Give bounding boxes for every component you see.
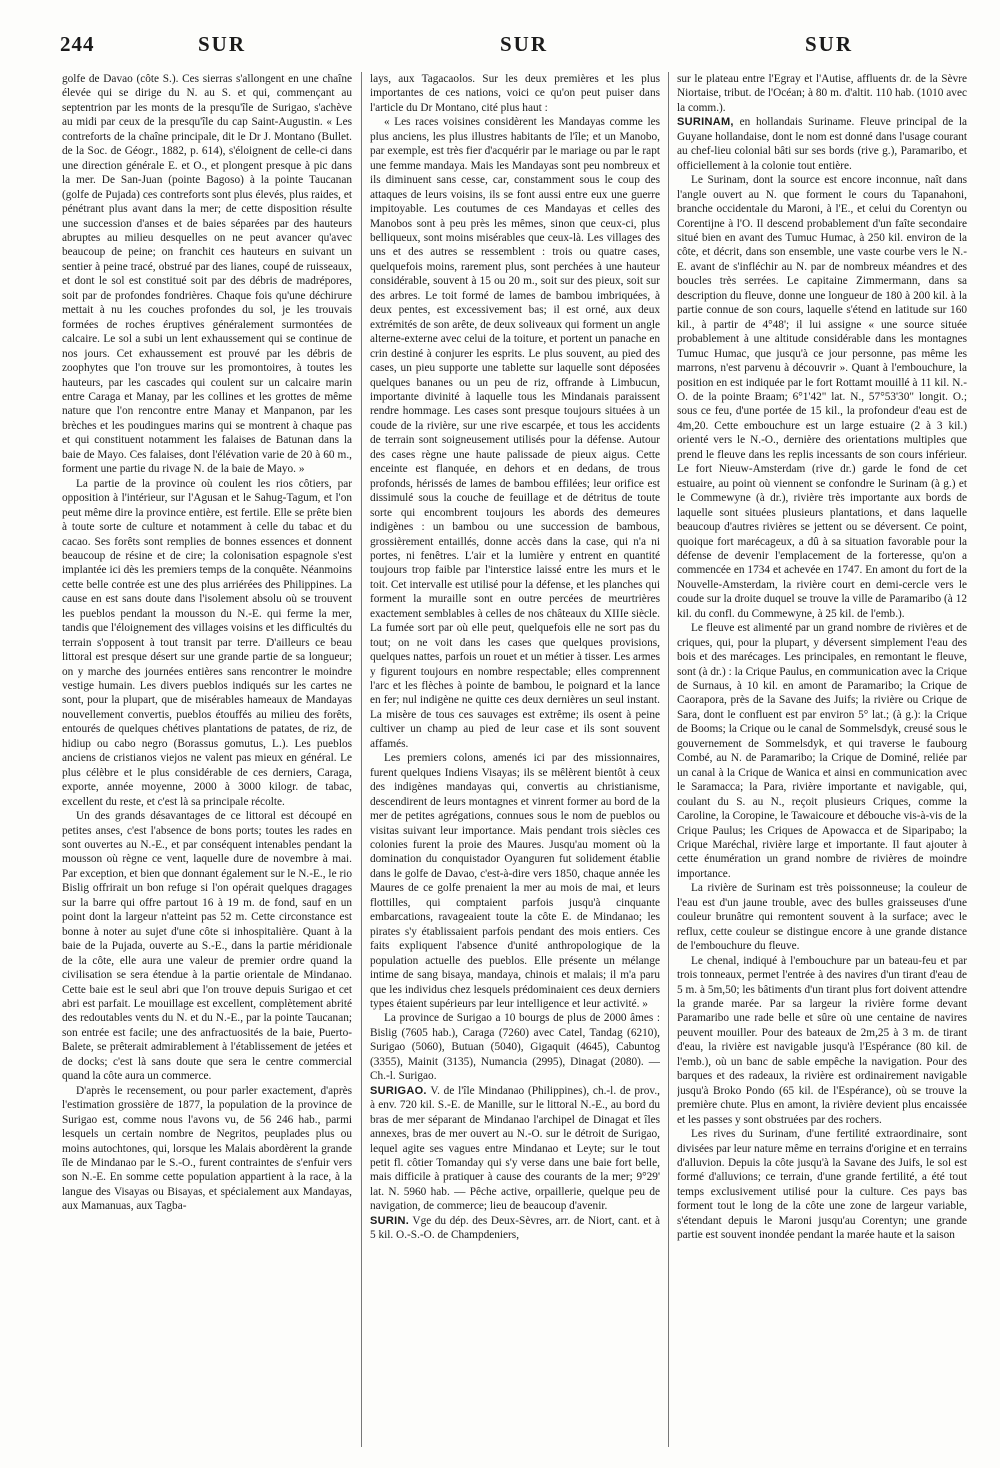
entry-headword: SURINAM, [677, 116, 734, 129]
quoted-paragraph: « Les races voisines considèrent les Mandayas comme les plus anciens, les plus illustres habitants de l'île; et un Manobo, par exemple, est très fier d'acquérir par le mariage ou par le rapt une femme mandaya. Mais les Mandayas sont peu nombreux et ils diminuent sans cesse, car, constamment sous le coup des attaques de leurs voisins, ils se font aussi entre eux une guerre impitoyable. Les coutumes de ces Mandayas et celles des Manobos sont à peu près les mêmes, sinon que ceux-ci, plus belliqueux, sont moins misérables que ceux-là. Les villages des uns et des autres se ressemblent : trois ou quatre cases, quelquefois moins, rarement plus, sont perchées à une hauteur considérable, souvent à 15 ou 20 m., soit sur des pieux, soit sur des arbres. Le toit formé de lames de bambou imbriquées, à deux pentes, est excessivement bas; il est orné, aux deux extrémités de son arête, de deux soliveaux qui forment un angle alterne-externe avec celui de la toiture, et portent un panache en crin destiné à conjurer les esprits. Le plus souvent, au pied des cases, un pieu supporte une tablette sur laquelle sont déposées quelques bananes ou un peu de riz, offrande à Limbucun, importante divinité à laquelle tous les Mindanais paraissent rendre hommage. Les cases sont presque toujours situées à un coude de la rivière, sur une rive escarpée, et tous les accidents de terrain sont soigneusement utilisés pour la défense. Autour des cases règne une haute palissade de pieux aigus. Cette enceinte est flanquée, en dehors et en dedans, de trous profonds, hérissés de lames de bambou effilées; leur orifice est dissimulé sous la couche de feuillage et de détritus de toute sorte qui encombrent toujours les abords des demeures indigènes : un bambou ou une succession de bambous, grossièrement entaillés, donne accès dans la case, qui n'a ni portes, ni fenêtres. L'air et la lumière y entrent en quantité toujours trop faible par l'interstice laissé entre les murs et le toit. Cet intervalle est utilisé pour la défense, et les planches qui forment la muraille sont en outre percées de meurtrières exactement semblables à celles de nos châteaux du XIIIe siècle. La fumée sort par où elle peut, quelquefois elle ne sort pas du tout; on ne voit dans les cases que quelques provisions, quelques nattes, parfois un rouet et un métier à tisser. Les armes y figurent toujours en nombre respectable; elles comprennent l'arc et les flèches à pointe de bambou, le poignard et la lance en fer; nul indigène ne quitte ces deux dernières un seul instant. La misère de tous ces sauvages est extrême; ils osent à peine cultiver un champ au pied de leur case et ils sont souvent affamés. [370, 116, 660, 750]
entry-text: V. de l'île Mindanao (Philippines), ch.-l. de prov., à env. 720 kil. S.-E. de Manille, sur le littoral N.-E., au bord du bras de mer séparant de Mindanao l'archipel de Dinagat et îles annexes, bras de mer ouvert au N.-O. sur le détroit de Surigao, lequel agite ses vagues entre Mindanao et Leyte; sur le tout petit fl. côtier Tomanday qui s'y verse dans une baie fort belle, mais difficile à pratiquer à cause des courants de la mer; 9°29' lat. N. 5960 hab. — Pêche active, orpaillerie, quelque peu de navigation, de commerce; lieu de beaucoup d'avenir. [370, 1084, 660, 1213]
column-divider [668, 72, 669, 1447]
running-headword-center: SUR [500, 32, 549, 56]
entry-surinam [677, 115, 967, 173]
entry-text: en hollandais Suriname. Fleuve principal de la Guyane hollandaise, dont le nom est donné dans l'usage courant au chef-lieu colonial bâti sur ses bords (rive g.), Paramaribo, et officiellement à la colonie tout entière. [677, 116, 967, 172]
page-number: 244 [60, 32, 95, 56]
running-headword-left: SUR [198, 32, 247, 56]
paragraph: Le chenal, indiqué à l'embouchure par un bateau-feu et par trois tonneaux, permet l'entrée à des navires d'un tirant d'eau de 5 m. à 5m,50; les bâtiments d'un tirant plus fort doivent attendre la grande marée. Par sa largeur la rivière forme devant Paramaribo une rade belle et sûre où une centaine de navires peuvent mouiller. Pour des bateaux de 2m,25 à 3 m. de tirant d'eau, la rivière est navigable jusqu'à l'Espérance (80 kil. de l'emb.), où un banc de sable empêche la navigation. Pour des barques et des radeaux, la rivière est ordinairement navigable jusqu'à Broko Pondo (65 kil. de l'Espérance), où se trouve la première chute. Plus en amont, la rivière devient plus encaissée et les passes y sont obstruées par des rochers. [677, 954, 967, 1126]
paragraph: Les rives du Surinam, d'une fertilité extraordinaire, sont divisées par leur nature même en terrains d'origine et en terrains d'alluvion. Depuis la côte jusqu'à la Savane des Juifs, le sol est formé d'alluvions; ce terrain, d'une grande fertilité, a été tout temps exclusivement utilisé pour la culture. Ces pays bas forment tout le long de la côte une zone de largeur variable, s'étendant depuis le Maroni jusqu'au Corentyn; une grande partie est souvent inondée pendant la marée haute et la saison [677, 1128, 967, 1242]
entry-text: Vge du dép. des Deux-Sèvres, arr. de Niort, cant. et à 5 kil. O.-S.-O. de Champdeniers, [370, 1214, 660, 1242]
paragraph: Les premiers colons, amenés ici par des missionnaires, furent quelques Indiens Visayas; ils se mêlèrent bientôt à ceux des indigènes mandayas qui, convertis au christianisme, descendirent de leurs montagnes et vinrent former au bord de la mer de petites agrégations, connues sous le nom de pueblos ou visitas suivant leur importance. Mais pendant trois siècles ces colonies furent la proie des Maures. Jusqu'au moment où la domination du conquistador Oyanguren fut solidement établie dans le golfe de Davao, c'est-à-dire vers 1850, chaque année les Maures de ce golfe prenaient la mer au mois de mai, et leurs flottilles, qui comptaient parfois jusqu'à cinquante embarcations, ravageaient toute la côte E. de Mindanao; les pirates s'y établissaient parfois pendant des mois entiers. Ces faits expliquent l'absence d'unité anthropologique de la population actuelle des pueblos. Elle présente un mélange intime de sang bisaya, mandaya, chinois et malais; il m'a paru que les individus chez lesquels prédominaient ces deux derniers types étaient supérieurs par leur intelligence et leur activité. » [370, 752, 660, 1010]
entry-surigao [370, 1084, 660, 1214]
entry-headword: SURIGAO. [370, 1084, 427, 1097]
paragraph: La partie de la province où coulent les rios côtiers, par opposition à l'intérieur, sur l'Agusan et le Sahug-Tagum, et l'on peut même dire la province entière, est fertile. Elle se prête bien à toute sorte de culture et notamment à celle du tabac et du cacao. Ses forêts sont remplies de bonnes essences et donnent beaucoup de résine et de cire; la colonisation espagnole s'est implantée ici dès les premiers temps de la conquête. Néanmoins cette belle contrée est une des plus arriérées des Philippines. La cause en est sans doute dans l'isolement absolu où se trouvent les pueblos pendant la mousson du N.-E. qui ferme la mer, tandis que l'éloignement des villages voisins et les difficultés du terrain s'opposent à tout transit par terre. D'ailleurs ce beau littoral est presque désert sur une grande partie de sa longueur; on y marche des journées entières sans rencontrer le moindre vestige humain. Les divers pueblos indiqués sur les cartes ne sont, pour la plupart, que de misérables hameaux de Mandayas nouvellement convertis, pueblos étouffés au milieu des forêts, entourés de quelques chétives plantations de patates, de riz, de hidiup ou cabo negro (Borassus gomutus, L.). Les pueblos anciens de cristianos viejos ne valent pas mieux en général. Le plus célèbre et le plus considérable de ces derniers, Caraga, exporte, année moyenne, 2000 à 3000 kilogr. de tabac, excellent du reste, et c'est là sa principale récolte. [62, 477, 352, 808]
text-column-3 [677, 72, 967, 1452]
paragraph: La rivière de Surinam est très poissonneuse; la couleur de l'eau est d'un jaune trouble, avec des bulles graisseuses d'une couleur brunâtre qui remontent souvent à la surface; avec le reflux, cette couleur se distingue encore à une grande distance de l'embouchure du fleuve. [677, 882, 967, 953]
paragraph: D'après le recensement, ou pour parler exactement, d'après l'estimation grossière de 1877, la population de la province de Surigao est, comme nous l'avons vu, de 56 246 hab., parmi lesquels un certain nombre de Negritos, peuplades plus ou moins autochtones, qui, lorsque les Malais abordèrent la grande île de Mindanao par le S.-O., furent contraintes de s'enfuir vers son N.-E. En somme cette population appartient à la race, à la langue des Visayas ou Bisayas, et spécialement aux Mandayas, aux Mamanuas, aux Tagba- [62, 1084, 352, 1213]
running-headword-right: SUR [805, 32, 854, 56]
paragraph: Un des grands désavantages de ce littoral est découpé en petites anses, c'est l'absence de bons ports; toutes les rades en sont ouvertes au N.-E., et par conséquent intenables pendant la mousson où règne ce vent, laquelle dure de novembre à mai. Par exception, et bien que donnant également sur le N.-E., le rio Bislig offrirait un bon refuge si l'on opérait quelques dragages sur la barre qui offre partout 16 à 19 m. de fond, sauf en un point dont la largeur n'atteint pas 52 m. Cette circonstance est bonne à noter au sujet d'une côte si inhospitalière. Quant à la baie de la Pujada, ouverte au S.-E., dans la partie méridionale de la côte, elle aura une valeur de premier ordre quand la civilisation se sera étendue à la partie orientale de Mindanao. Cette baie est le seul abri que l'on trouve depuis Surigao et cet abri est parfait. Le mouillage est excellent, complètement abrité des redoutables vents du N. et du N.-E., par la pointe Taucanan; son entrée est facile; une des anfractuosités de la baie, Puerto-Balete, se prêterait admirablement à l'établissement de jetées et de docks; c'est là sans doute que sera le centre commercial quand la côte aura un commerce. [62, 810, 352, 1083]
paragraph: sur le plateau entre l'Egray et l'Autise, affluents dr. de la Sèvre Niortaise, tribut. de l'Océan; à 80 m. d'altit. 110 hab. (1010 avec la comm.). [677, 73, 967, 114]
page-header [60, 30, 970, 70]
paragraph: Le Surinam, dont la source est encore inconnue, naît dans l'angle ouvert au N. que forment le cours du Tapanahoni, branche occidentale du Maroni, à l'E., et celui du Corentyn ou Corentijne à l'O. Il descend probablement d'un faîte secondaire situé bien en avant des Tumuc Humac, à 250 kil. environ de la côte, et décrit, dans son ensemble, une vaste courbe vers le N.-E. avant de s'infléchir au N. par de nombreux méandres et des boucles très serrées. Le capitaine Zimmermann, dans sa description du fleuve, donne une longueur de 180 à 200 kil. à la partie connue de son cours, laquelle s'étend en latitude sur 160 kil., à partir de 4°48'; il lui assigne « une source située probablement à une altitude considérable dans les montagnes Tumuc Humac, que jusqu'à ce jour personne, pas même les marrons, n'est parvenu à découvrir ». Quant à l'embouchure, la position en est indiquée par le fort Rottamt mouillé à 11 kil. N.-O. de la pointe Braam; 6°1'42" lat. N., 57°53'30" longit. O.; sous ce feu, d'une portée de 15 kil., la profondeur d'eau est de 4m,20. Cette embouchure est un large estuaire (2 à 3 kil.) orienté vers le N.-O., dernière des orientations multiples que prend le fleuve dans les replis incessants de son cours inférieur. Le fort Nieuw-Amsterdam (rive dr.) garde le fond de cet estuaire, au point où viennent se confondre le Surinam (à g.) et le Commewyne (à dr.), rivière très importante aux bords de laquelle sont situées plusieurs plantations, et dans laquelle beaucoup d'autres rivières se jettent ou se déversent. Ce point, quoique fort marécageux, a dû à sa situation favorable pour la défense de devenir l'emplacement de la forteresse, qu'on a commencée en 1734 et achevée en 1747. En amont du fort de la Nouvelle-Amsterdam, la rivière court en demi-cercle vers le coude sur la droite duquel se trouve la ville de Paramaribo (à 12 kil. du confl. du Commewyne, à 25 kil. de l'emb.). [677, 174, 967, 620]
text-column-2 [370, 72, 660, 1452]
paragraph: Le fleuve est alimenté par un grand nombre de rivières et de criques, qui, pour la plupart, y déversent simplement l'eau des bois et des marécages. Les principales, en remontant le fleuve, sont (à dr.) : la Crique Paulus, en communication avec la Crique de Surnaus, à 10 kil. en amont de Paramaribo; la Crique de Caorapora, près de la Savane des Juifs; la rivière ou Crique de Sara, dont le confluent est par environ 5° lat.; (à g.): la Crique de Booms; la Crique ou le canal de Sommelsdyk, creusé sous le gouvernement de Sommelsdyk, et qui traverse le faubourg Combé, au N. de Paramaribo; la Crique de Dominé, reliée par un canal à la Crique de Wanica et ainsi en communication avec le Saramacca; la Para, rivière importante et navigable, qui, coulant du S. au N., reçoit plusieurs Criques, comme la Caroline, la Coropine, le Tawaicoure et débouche vis-à-vis de la Crique Paulus; les Criques de Apowacca et de Siparipabo; la Crique Maréchal, rivière large et importante. Il faut ajouter à cette énumération un grand nombre de rivières de moindre importance. [677, 622, 967, 880]
entry-headword: SURIN. [370, 1214, 410, 1227]
paragraph: golfe de Davao (côte S.). Ces sierras s'allongent en une chaîne élevée qui se dirige du N. au S. et qui, commençant au septentrion par les monts de la presqu'île de Surigao, s'achève au midi par ceux de la presqu'île du cap Saint-Augustin. « Les contreforts de la chaîne principale, dit le Dr J. Montano (Bullet. de la Soc. de Géogr., 1882, p. 614), s'éloignent de celle-ci dans une direction générale E. et O., et plongent presque à pic dans la mer. De San-Juan (pointe Bagoso) à la pointe Taucanan (golfe de Pujada) ces contreforts sont plus élevés, plus raides, et pénétrant plus avant dans la mer; de cette disposition résulte une succession d'anses et de baies séparées par des hauteurs abruptes au milieu desquelles on ne peut avancer qu'avec beaucoup de peine; on franchit ces hauteurs en suivant un sentier à peine tracé, obstrué par des lianes, coupé de ruisseaux, et dont le sol est constitué soit par des débris de madrépores, soit par de profondes fondrières. Chaque fois qu'une déchirure mettait à nu les couches profondes du sol, je les trouvais formées de roches éruptives généralement surmontées de calcaire. Le sol a subi un lent exhaussement qui se continue de nos jours. Cet exhaussement est prouvé par les débris de zoophytes que l'on trouve sur les promontoires, à toutes les hauteurs, par les cascades qui coulent sur un calcaire marin entre Caraga et Manay, par les collines et les grottes de même nature que l'on rencontre entre Manay et Manpanon, par les brèches et les poudingues marins qui se montrent à chaque pas et qui constituent notamment les falaises de Batunan dans la baie de Mayo. Ces falaises, dont l'élévation varie de 20 à 60 m., forment une partie du rivage N. de la baie de Mayo. » [62, 73, 352, 476]
text-column-1 [62, 72, 352, 1452]
paragraph: La province de Surigao a 10 bourgs de plus de 2000 âmes : Bislig (7605 hab.), Caraga (7260) avec Catel, Tandag (6210), Surigao (5060), Butuan (5040), Gigaquit (4645), Cabuntog (3355), Mainit (3135), Numancia (2995), Dinagat (2080). — Ch.-l. Surigao. [370, 1012, 660, 1083]
entry-surin [370, 1214, 660, 1243]
column-divider [361, 72, 362, 1447]
paragraph: lays, aux Tagacaolos. Sur les deux premières et les plus importantes de ces nations, voici ce qu'on peut puiser dans l'article du Dr Montano, cité plus haut : [370, 73, 660, 114]
